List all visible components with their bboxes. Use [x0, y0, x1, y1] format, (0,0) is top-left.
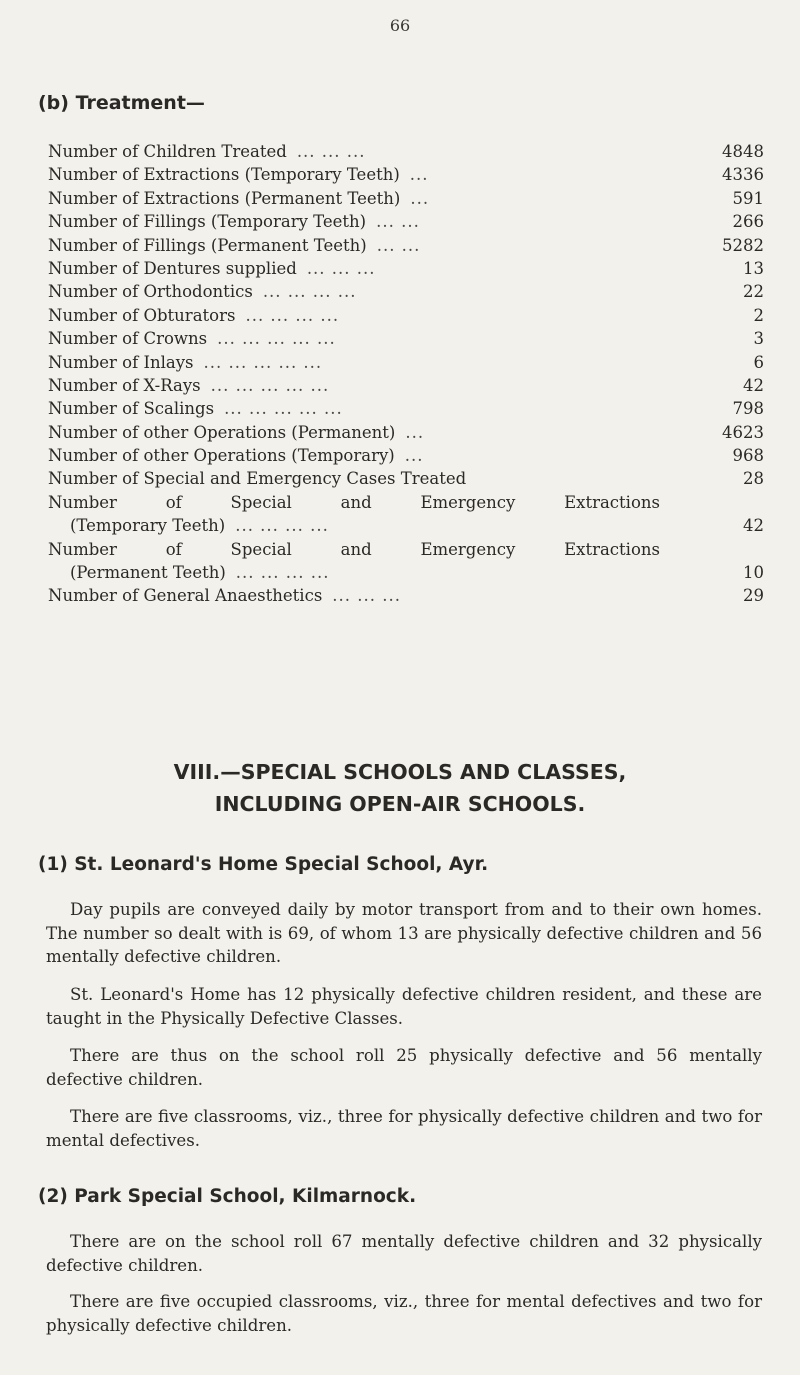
paragraph: There are on the school roll 67 mentally defective children and 32 physically defective children.	[46, 1232, 762, 1275]
paragraph: Day pupils are conveyed daily by motor transport from and to their own homes. The number so dealt with is 69, of whom 13 are physically defective children and 56 mentally defective children.	[46, 900, 762, 966]
st-leonards-heading: (1) St. Leonard's Home Special School, Ayr.	[38, 854, 489, 875]
stat-value: 4336	[722, 165, 764, 185]
dot-leaders: ... ... ...	[296, 142, 366, 161]
stat-label: Number of other Operations (Temporary)	[48, 446, 395, 466]
stat-value: 10	[743, 563, 764, 583]
stat-label: Number of Special and Emergency Extractions	[48, 492, 660, 512]
dot-leaders: ...	[405, 422, 425, 442]
dot-leaders: ... ... ... ... ...	[224, 399, 343, 419]
stat-label: Number of Special and Emergency Extractions	[48, 539, 660, 559]
dot-leaders: ...	[409, 165, 429, 185]
stat-value: 266	[732, 212, 764, 232]
stat-row	[48, 491, 764, 514]
stat-value: 28	[743, 469, 764, 489]
section-viii-title	[0, 756, 800, 820]
dot-leaders: ... ... ...	[306, 258, 376, 278]
park-school-heading: (2) Park Special School, Kilmarnock.	[38, 1186, 417, 1207]
dot-leaders: ... ... ... ... ...	[210, 375, 330, 395]
stat-row	[48, 163, 764, 186]
stat-row	[48, 280, 764, 303]
dot-leaders: ... ... ... ...	[245, 305, 340, 325]
dot-leaders: ... ... ...	[332, 586, 401, 606]
stat-row	[48, 421, 764, 444]
stat-label: Number of Inlays	[48, 352, 194, 372]
stat-value: 22	[743, 282, 764, 302]
paragraph: There are thus on the school roll 25 physically defective and 56 mentally defective children.	[46, 1046, 762, 1089]
stat-value: 968	[732, 446, 764, 466]
stat-row	[48, 561, 764, 584]
stat-row	[48, 257, 764, 280]
stat-row	[48, 351, 764, 374]
dot-leaders: ... ... ... ...	[235, 563, 330, 583]
stat-value: 6	[753, 352, 764, 372]
stat-row	[48, 514, 764, 537]
dot-leaders: ... ... ... ... ...	[217, 329, 336, 349]
stat-row	[48, 584, 764, 607]
stat-row	[48, 374, 764, 397]
section-title-line: VIII.—SPECIAL SCHOOLS AND CLASSES,	[173, 760, 627, 784]
stat-label: Number of General Anaesthetics	[48, 586, 323, 606]
stat-value: 42	[743, 516, 764, 536]
paragraph: There are five classrooms, viz., three for physically defective children and two for mental defectives.	[46, 1107, 762, 1150]
stat-row	[48, 467, 764, 490]
stat-row	[48, 187, 764, 210]
stat-value: 29	[743, 586, 764, 606]
stat-row	[48, 210, 764, 233]
stat-label: Number of Extractions (Permanent Teeth)	[48, 188, 401, 208]
stat-value: 13	[743, 258, 764, 278]
stat-row	[48, 397, 764, 420]
stat-row	[48, 327, 764, 350]
stat-value: 2	[753, 305, 764, 325]
stat-label: Number of Scalings	[48, 399, 215, 419]
dot-leaders: ... ... ... ...	[262, 282, 357, 302]
treatment-heading: (b) Treatment—	[38, 92, 205, 114]
paragraph: There are five occupied classrooms, viz., three for mental defectives and two for physically defective children.	[46, 1292, 762, 1335]
stat-label: Number of other Operations (Permanent)	[48, 422, 396, 442]
stat-label: Number of Special and Emergency Cases Treated	[48, 469, 467, 489]
dot-leaders: ... ... ... ...	[235, 516, 329, 536]
stat-value: 591	[732, 188, 764, 208]
dot-leaders: ... ... ... ... ...	[203, 352, 323, 372]
stat-label: (Temporary Teeth)	[70, 516, 226, 536]
stat-row	[48, 444, 764, 467]
stat-label: Number of Fillings (Temporary Teeth)	[48, 212, 367, 232]
page-number: 66	[389, 16, 411, 35]
dot-leaders: ... ...	[376, 212, 420, 232]
stat-value: 798	[732, 399, 764, 419]
stat-label: Number of Obturators	[48, 305, 236, 325]
stat-value: 4848	[722, 142, 764, 161]
stat-label: Number of Orthodontics	[48, 282, 253, 302]
stat-row	[48, 538, 764, 561]
stat-label: Number of Dentures supplied	[48, 258, 297, 278]
stat-label: Number of X-Rays	[48, 375, 201, 395]
section-title-line: INCLUDING OPEN-AIR SCHOOLS.	[214, 792, 586, 816]
stat-label: Number of Crowns	[48, 329, 208, 349]
stat-label: Number of Children Treated	[48, 142, 287, 161]
treatment-statistics-list	[48, 140, 764, 608]
stat-row	[48, 304, 764, 327]
dot-leaders: ...	[410, 188, 430, 208]
stat-value: 4623	[722, 422, 764, 442]
dot-leaders: ...	[404, 446, 424, 466]
stat-value: 3	[753, 329, 764, 349]
stat-label: (Permanent Teeth)	[70, 563, 226, 583]
stat-label: Number of Extractions (Temporary Teeth)	[48, 165, 400, 185]
stat-row	[48, 140, 764, 163]
paragraph: St. Leonard's Home has 12 physically defective children resident, and these are taught in the Physically Defective Classes.	[46, 985, 762, 1028]
dot-leaders: ... ...	[376, 235, 421, 255]
stat-value: 5282	[722, 235, 764, 255]
stat-label: Number of Fillings (Permanent Teeth)	[48, 235, 367, 255]
stat-value: 42	[743, 375, 764, 395]
stat-row	[48, 234, 764, 257]
